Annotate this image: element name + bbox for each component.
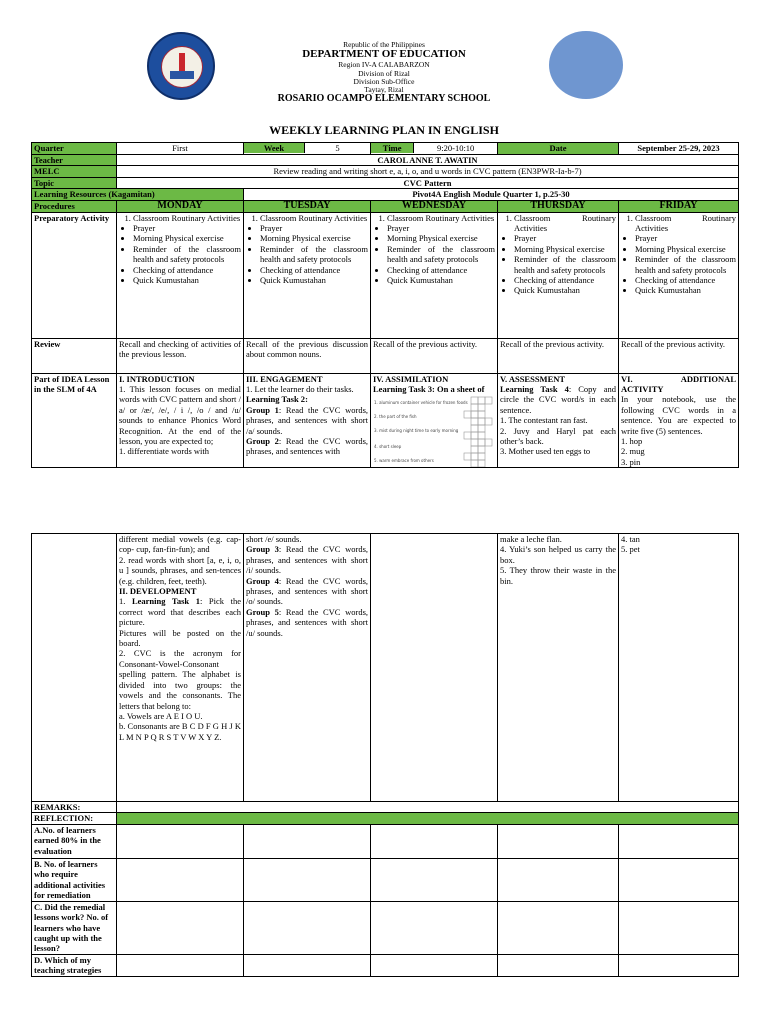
resources-label: Learning Resources (Kagamitan) <box>32 189 244 200</box>
reflection-cell <box>244 901 371 954</box>
sentence-1: 1. The contestant ran fast. <box>500 415 588 426</box>
group-1-desc: : Read the CVC words, phrases, and sentences with short /a/ sounds. <box>246 404 369 436</box>
heading-word: ADDITIONAL <box>680 373 736 384</box>
learning-plan-table-continued <box>31 533 739 977</box>
crossword-worksheet-image <box>373 396 495 468</box>
week-value: 5 <box>304 143 370 153</box>
sentence-3-cont: make a leche flan. <box>500 534 562 544</box>
sentence-2: 2. Juvy and Haryl pat each other’s back. <box>500 425 616 447</box>
idea-monday-continued <box>117 534 244 802</box>
group-4-desc: : Read the CVC words, phrases, and sentences with short /o/ sounds. <box>246 575 369 607</box>
preparatory-wednesday <box>371 212 498 338</box>
group-2-cont: short /e/ sounds. <box>246 534 302 544</box>
prep-item: • Quick Kumustahan <box>387 275 495 285</box>
date-label: Date <box>498 143 619 155</box>
review-monday: Recall and checking of activities of the previous lesson. <box>117 338 244 373</box>
prep-item: • Checking of attendance <box>635 275 736 285</box>
idea-label: Part of IDEA Lesson in the SLM of 4A <box>32 373 117 468</box>
reflection-label: REFLECTION: <box>32 813 117 824</box>
prep-item: • Morning Physical exercise <box>635 244 736 254</box>
additional-activity-heading <box>621 374 736 384</box>
topic-label: Topic <box>32 177 117 188</box>
reflection-cell <box>117 858 244 901</box>
sentence-3: 3. Mother used ten eggs to <box>500 446 591 457</box>
date-value: September 25-29, 2023 <box>619 143 739 155</box>
objective-1: 1. differentiate words with <box>119 446 210 457</box>
assimilation-heading: IV. ASSIMILATION <box>373 373 449 384</box>
reflection-cell <box>498 954 619 976</box>
time-label: Time <box>371 143 414 153</box>
reflection-cell <box>371 901 498 954</box>
reflection-cell <box>244 954 371 976</box>
remarks-label: REMARKS: <box>32 802 117 813</box>
group-3-text <box>246 544 368 575</box>
melc-label: MELC <box>32 166 117 177</box>
prep-item: • Morning Physical exercise <box>514 244 616 254</box>
vowels-text: a. Vowels are A E I O U. <box>119 710 203 721</box>
prep-item: • Checking of attendance <box>133 265 241 275</box>
resources-value: Pivot4A English Module Quarter 1, p.25-30 <box>244 189 739 200</box>
additional-activity-text: In your notebook, use the following CVC words in a sentence. You are expected to write five (5) sentences. <box>621 394 736 436</box>
prep-item: • Morning Physical exercise <box>260 233 368 243</box>
preparatory-thursday <box>498 212 619 338</box>
monday-header: MONDAY <box>117 200 244 212</box>
teacher-value: CAROL ANNE T. AWATIN <box>117 155 739 166</box>
group-5-text <box>246 607 368 638</box>
prep-item: • Morning Physical exercise <box>133 233 241 243</box>
review-label: Review <box>32 338 117 373</box>
reflection-cell <box>117 824 244 858</box>
preparatory-label: Preparatory Activity <box>32 212 117 338</box>
learning-task-4-desc: : Copy and circle the CVC word/s in each sentence. <box>500 384 616 415</box>
prep-item: • Checking of attendance <box>514 275 616 285</box>
development-heading: II. DEVELOPMENT <box>119 586 197 597</box>
reflection-cell <box>371 954 498 976</box>
reflection-cell <box>619 824 739 858</box>
worksheet-clue: 1. aluminum container vehicle for frozen foods <box>374 399 468 405</box>
consonants-text: b. Consonants are B C D F G H J K L M N P Q R S T V W X Y Z. <box>119 721 241 742</box>
learning-plan-table <box>31 142 739 468</box>
engagement-text: 1. Let the learner do their tasks. <box>246 384 354 395</box>
time-value: 9:20-10:10 <box>414 143 497 153</box>
prep-item: • Quick Kumustahan <box>260 275 368 285</box>
division-line: Division of Rizal <box>358 69 410 78</box>
quarter-label: Quarter <box>32 143 117 155</box>
cvc-word: 1. hop <box>621 436 643 447</box>
pictures-note: Pictures will be posted on the board. <box>119 627 241 649</box>
prep-item: • Prayer <box>133 223 241 233</box>
group-2-desc: : Read the CVC words, phrases, and sentences with <box>246 436 369 457</box>
group-4-label: Group 4 <box>246 575 279 586</box>
sentence-4: 4. Yuki’s son helped us carry the box. <box>500 544 616 565</box>
group-5-label: Group 5 <box>246 606 279 617</box>
group-3-desc: : Read the CVC words, phrases, and sentences with short /i/ sounds. <box>246 544 369 576</box>
prep-item: • Reminder of the classroom health and safety protocols <box>260 244 368 265</box>
group-3-label: Group 3 <box>246 544 279 555</box>
reflection-bar <box>117 813 739 824</box>
group-1-text <box>246 405 368 436</box>
prep-item: • Prayer <box>514 233 616 243</box>
idea-friday <box>619 373 739 468</box>
learning-task-1-label: Learning Task 1 <box>131 596 200 607</box>
idea-friday-continued <box>619 534 739 802</box>
sentence-5: 5. They throw their waste in the bin. <box>500 565 616 586</box>
reflection-cell <box>498 901 619 954</box>
reflection-cell <box>619 954 739 976</box>
review-thursday: Recall of the previous activity. <box>498 338 619 373</box>
reflection-b: B. No. of learners who require additional activities for remediation <box>32 858 117 901</box>
region-line: Region IV-A CALABARZON <box>338 60 430 69</box>
group-2-label: Group 2 <box>246 436 279 447</box>
cvc-word: 3. pin <box>621 456 641 467</box>
review-wednesday: Recall of the previous activity. <box>371 338 498 373</box>
prep-item: • Prayer <box>635 233 736 243</box>
prep-item: • Reminder of the classroom health and safety protocols <box>514 254 616 275</box>
topic-value: CVC Pattern <box>117 177 739 188</box>
prep-item: • Quick Kumustahan <box>133 275 241 285</box>
learning-task-2-text: Learning Task 2 <box>246 394 306 405</box>
prep-item: 1. Classroom Routinary Activities <box>260 213 368 223</box>
group-1-label: Group 1 <box>246 404 279 415</box>
prep-item: • Reminder of the classroom health and safety protocols <box>635 254 736 275</box>
procedures-header: Procedures <box>32 200 117 212</box>
republic-line: Republic of the Philippines <box>343 40 425 49</box>
reflection-cell <box>117 954 244 976</box>
idea-thursday <box>498 373 619 468</box>
group-2-text <box>246 436 368 457</box>
worksheet-clue: 3. mist during night time to early morning <box>374 427 459 433</box>
thursday-header: THURSDAY <box>498 200 619 212</box>
cvc-word: 5. pet <box>621 544 640 555</box>
review-friday: Recall of the previous activity. <box>619 338 739 373</box>
remarks-value <box>117 802 739 813</box>
learning-task-1-desc: : Pick the correct word that describes each picture. <box>119 596 241 628</box>
friday-header: FRIDAY <box>619 200 739 212</box>
prep-item: • Checking of attendance <box>387 265 495 275</box>
cvc-word: 4. tan <box>621 534 640 544</box>
prep-item: • Quick Kumustahan <box>514 285 616 295</box>
reflection-cell <box>371 858 498 901</box>
preparatory-monday <box>117 212 244 338</box>
wednesday-header: WEDNESDAY <box>371 200 498 212</box>
idea-wednesday <box>371 373 498 468</box>
idea-thursday-continued <box>498 534 619 802</box>
prep-item: • Reminder of the classroom health and safety protocols <box>387 244 495 265</box>
page-title: WEEKLY LEARNING PLAN IN ENGLISH <box>269 123 499 137</box>
learning-task-4 <box>500 384 616 415</box>
cvc-word: 2. mug <box>621 446 645 457</box>
reflection-cell <box>117 901 244 954</box>
preparatory-tuesday <box>244 212 371 338</box>
learning-task-1 <box>119 596 241 627</box>
prep-item: • Prayer <box>260 223 368 233</box>
worksheet-clue: 5. warm embrace from others <box>374 457 434 463</box>
learning-task-4-label: Learning Task 4 <box>500 384 569 395</box>
department-line: DEPARTMENT OF EDUCATION <box>302 48 466 60</box>
teacher-label: Teacher <box>32 155 117 166</box>
worksheet-clue: 4. short sleep <box>374 443 402 449</box>
reflection-cell <box>619 858 739 901</box>
prep-item: • Quick Kumustahan <box>635 285 736 295</box>
prep-item: 1. Classroom Routinary Activities <box>514 213 616 234</box>
tuesday-header: TUESDAY <box>244 200 371 212</box>
task-1-number: 1. <box>119 596 132 607</box>
introduction-heading: I. INTRODUCTION <box>119 373 195 384</box>
engagement-heading: III. ENGAGEMENT <box>246 373 323 384</box>
prep-item: • Checking of attendance <box>260 265 368 275</box>
preparatory-friday <box>619 212 739 338</box>
prep-item: 1. Classroom Routinary Activities <box>387 213 495 223</box>
school-name: ROSARIO OCAMPO ELEMENTARY SCHOOL <box>277 93 491 104</box>
learning-task-2-label: Learning Task 2: <box>246 394 308 405</box>
prep-item: • Reminder of the classroom health and safety protocols <box>133 244 241 265</box>
idea-tuesday <box>244 373 371 468</box>
worksheet-clue: 2. the part of the fish <box>374 413 417 419</box>
prep-item: 1. Classroom Routinary Activities <box>635 213 736 234</box>
quarter-value: First <box>117 143 244 155</box>
group-5-desc: : Read the CVC words, phrases, and sentences with short /u/ sounds. <box>246 606 369 638</box>
reflection-cell <box>619 901 739 954</box>
idea-label-continued <box>32 534 117 802</box>
prep-item: • Morning Physical exercise <box>387 233 495 243</box>
objective-2: 2. read words with short [a, e, i, o, u ] sounds, phrases, and sen-tences (e.g. children, feet, teeth). <box>119 554 241 586</box>
activity-heading: ACTIVITY <box>621 384 664 395</box>
assessment-heading: V. ASSESSMENT <box>500 373 566 384</box>
reflection-d: D. Which of my teaching strategies <box>32 954 117 976</box>
prep-item: • Prayer <box>387 223 495 233</box>
prep-item: 1. Classroom Routinary Activities <box>133 213 241 223</box>
reflection-cell <box>244 858 371 901</box>
idea-wednesday-continued <box>371 534 498 802</box>
group-4-text <box>246 576 368 607</box>
objective-1-cont: different medial vowels (e.g. cap-cop- cup, fan-fin-fun); and <box>119 534 241 555</box>
heading-number: VI. <box>621 373 633 384</box>
idea-monday <box>117 373 244 468</box>
learning-task-3: Learning Task 3: On a sheet of <box>373 384 485 395</box>
cvc-definition: 2. CVC is the acronym for Consonant-Vowel-Consonant spelling pattern. The alphabet is divided into two groups: the vowels and the consonants. The letters that belong to: <box>119 648 241 711</box>
reflection-cell <box>498 858 619 901</box>
idea-tuesday-continued <box>244 534 371 802</box>
melc-value: Review reading and writing short e, a, i, o, and u words in CVC pattern (EN3PWR-Ia-b-7) <box>117 166 739 177</box>
reflection-cell <box>371 824 498 858</box>
week-label: Week <box>244 143 304 153</box>
introduction-text: 1. This lesson focuses on medial words with CVC pattern and short / a/ or /æ/, /e/, / i /, /o / and /u/ sounds to enhance Phonics Word Recognition. At the end of the lesson, you are expected to; <box>119 384 241 447</box>
reflection-a: A.No. of learners earned 80% in the evaluation <box>32 824 117 858</box>
sub-office-line: Division Sub-Office <box>353 77 415 86</box>
review-tuesday: Recall of the previous discussion about common nouns. <box>244 338 371 373</box>
reflection-c: C. Did the remedial lessons work? No. of learners who have caught up with the lesson? <box>32 901 117 954</box>
town-line: Taytay, Rizal <box>364 85 404 94</box>
reflection-cell <box>498 824 619 858</box>
reflection-cell <box>244 824 371 858</box>
